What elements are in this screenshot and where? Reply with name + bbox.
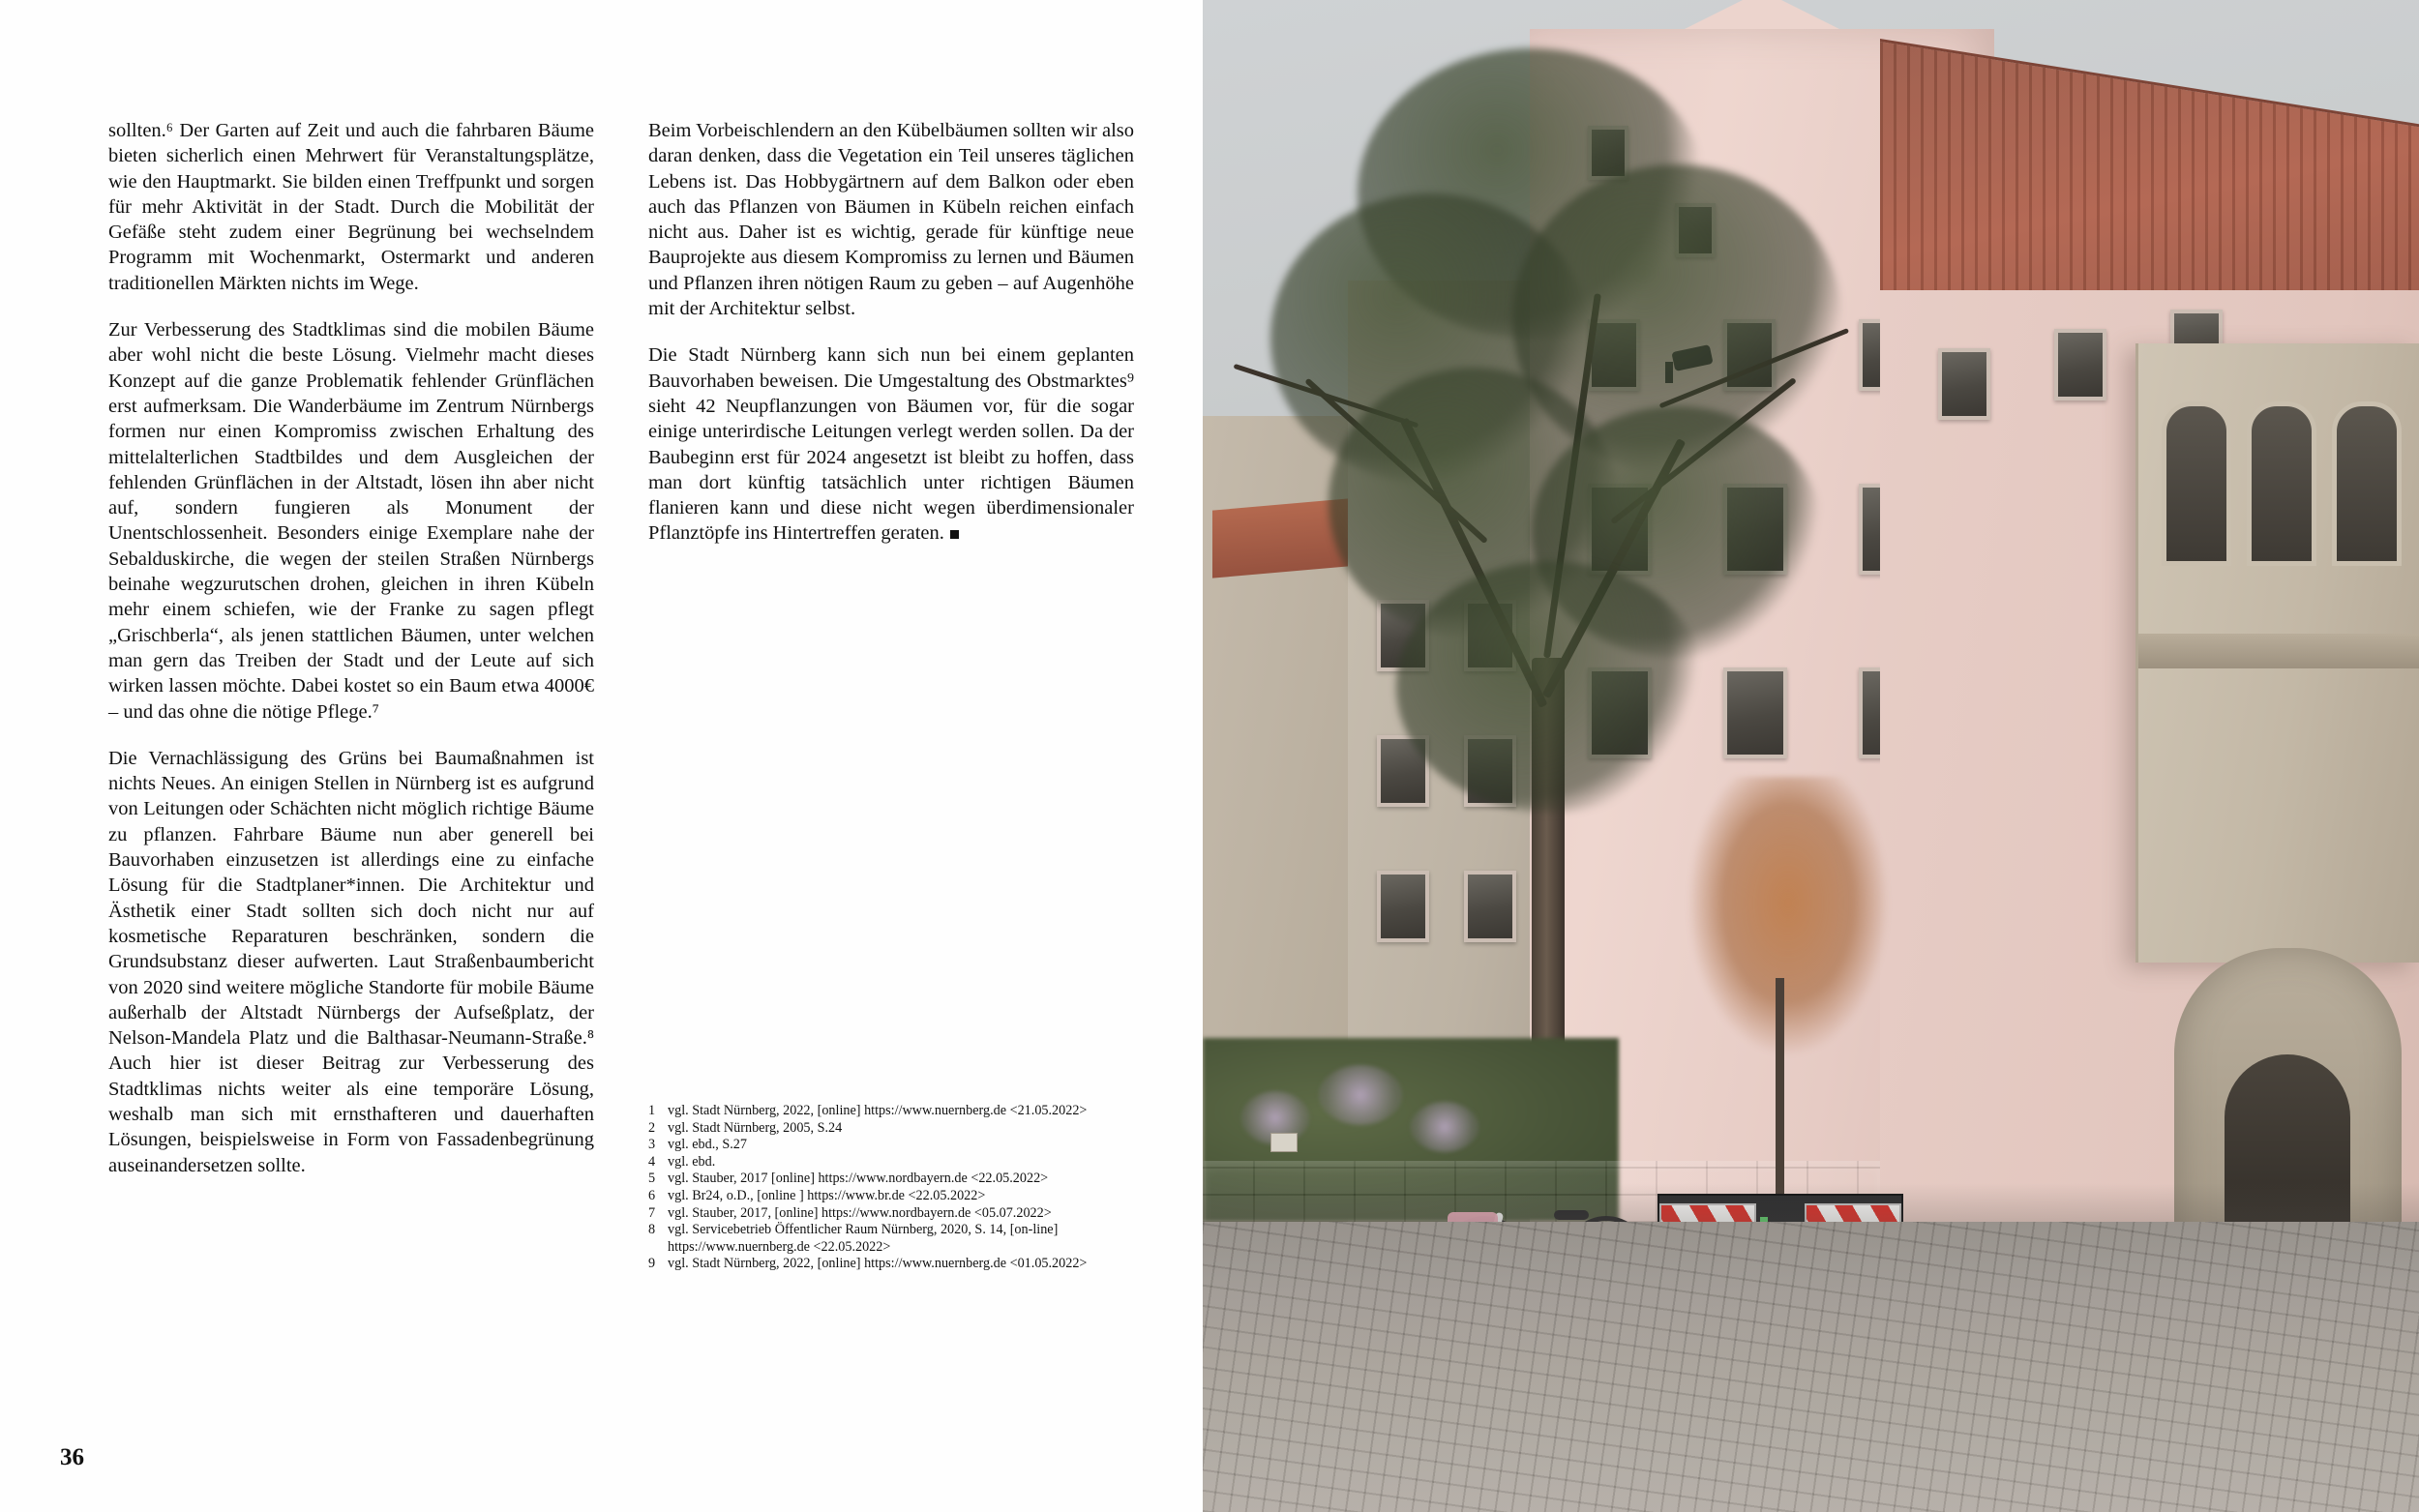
footnote-number: 6 bbox=[648, 1187, 656, 1203]
lamp-arm bbox=[1665, 362, 1673, 383]
footnote-text: vgl. ebd., S.27 bbox=[668, 1137, 747, 1153]
window bbox=[1464, 600, 1516, 671]
paragraph: Beim Vorbeischlendern an den Kübelbäumen sollten wir also daran denken, dass die Vegetation ein Teil unseres täglichen Lebens ist. Das Hobbygärtnern auf dem Balkon oder eben auch das Pflanzen von Bäumen in Kübeln reichen einfach nicht aus. Daher ist es wichtig, gerade für künftige neue Bauprojekte aus diesem Kompromiss zu lernen und Bäumen und Pflanzen ihren nötigen Raum zu geben – auf Augenhöhe mit der Architektur selbst. bbox=[648, 120, 1134, 320]
footnote-number: 2 bbox=[648, 1119, 656, 1136]
oriel-window-pane bbox=[2162, 401, 2231, 566]
footnote-text: vgl. Br24, o.D., [online ] https://www.br.de <22.05.2022> bbox=[668, 1187, 986, 1203]
footnote-item bbox=[648, 1154, 1132, 1171]
footnote-number: 8 bbox=[648, 1222, 656, 1238]
footnote-number: 9 bbox=[648, 1256, 656, 1272]
paragraph-text: Die Stadt Nürnberg kann sich nun bei einem geplanten Bauvorhaben beweisen. Die Umgestaltung des Obstmarktes⁹ sieht 42 Neupflanzungen von Bäumen vor, für die sogar einige unterirdische Leitungen verlegt werden sollen. Da der Baubeginn erst für 2024 angesetzt ist bleibt zu hoffen, dass man dort künftig tatsächlich unter richtigen Bäumen flanieren kann und diese nicht wegen überdimensionaler Pflanztöpfe ins Hintertreffen geraten. bbox=[648, 344, 1134, 545]
window bbox=[1723, 667, 1787, 758]
window bbox=[1464, 735, 1516, 807]
footnote-number: 7 bbox=[648, 1204, 656, 1221]
window bbox=[2054, 329, 2106, 400]
paragraph: Zur Verbesserung des Stadtklimas sind die mobilen Bäume aber wohl nicht die beste Lösung. Vielmehr macht dieses Konzept auf die ganze Problematik fehlender Grünflächen erst aufmerksam. Die Wanderbäume im Zentrum Nürnbergs formen nur einen Kompromiss zwischen Erhaltung des mittelalterlichen Stadtbildes und dem Ausgleichen der fehlenden Grünflächen in der Altstadt, lösen ihn aber nicht auf, sondern fungieren als Monument der Unentschlossenheit. Besonders einige Exemplare nahe der Sebalduskirche, die wegen der steilen Straßen Nürnbergs beinahe wegzurutschen drohen, gleichen in ihren Kübeln mehr einem schiefen, wie der Franke zu sagen pflegt „Grischberla“, als jenen stattlichen Bäumen, unter welchen man gern das Treiben der Stadt und der Leute auf sich wirken lassen möchte. Dabei kostet so ein Baum etwa 4000€ – und das ohne die nötige Pflege.⁷ bbox=[108, 319, 594, 723]
window bbox=[1588, 126, 1628, 180]
footnote-item bbox=[648, 1171, 1132, 1188]
blossom-cluster bbox=[1411, 1102, 1478, 1152]
window bbox=[1464, 871, 1516, 942]
footnote-item bbox=[648, 1137, 1132, 1154]
footnote-item bbox=[648, 1103, 1132, 1120]
window bbox=[1377, 735, 1429, 807]
gothic-oriel-window bbox=[2135, 343, 2419, 963]
footnote-text: vgl. Stadt Nürnberg, 2022, [online] https://www.nuernberg.de <21.05.2022> bbox=[668, 1103, 1088, 1118]
window bbox=[1588, 667, 1652, 758]
potted-tree-canopy bbox=[1687, 777, 1890, 1057]
potted-tree-trunk bbox=[1776, 978, 1784, 1201]
blossom-cluster bbox=[1319, 1065, 1402, 1125]
oriel-window-pane bbox=[2247, 401, 2316, 566]
window bbox=[1377, 871, 1429, 942]
footnote-item bbox=[648, 1188, 1132, 1205]
window bbox=[1723, 319, 1776, 391]
paragraph-with-endmark bbox=[648, 342, 1134, 546]
window bbox=[1675, 203, 1716, 257]
footnotes-list bbox=[648, 1103, 1132, 1273]
footnote-item bbox=[648, 1120, 1132, 1138]
oriel-window-pane bbox=[2332, 401, 2402, 566]
footnote-text: vgl. Stadt Nürnberg, 2005, S.24 bbox=[668, 1119, 843, 1136]
photo-page bbox=[1203, 0, 2419, 1512]
footnote-text: vgl. ebd. bbox=[668, 1153, 716, 1170]
window bbox=[1377, 600, 1429, 671]
footnote-number: 5 bbox=[648, 1171, 656, 1187]
column-right bbox=[648, 118, 1134, 1200]
footnote-item bbox=[648, 1222, 1132, 1256]
window bbox=[1938, 348, 1990, 420]
window bbox=[1723, 484, 1787, 575]
end-of-article-mark bbox=[950, 530, 959, 539]
column-left bbox=[108, 118, 594, 1200]
paragraph: Die Vernachlässigung des Grüns bei Baumaßnahmen ist nichts Neues. An einigen Stellen in Nürnberg ist es aufgrund von Leitungen oder Schächten nicht möglich richtige Bäume zu pflanzen. Fahrbare Bäume nun aber generell bei Bauvorhaben einzusetzen ist allerdings eine zu einfache Lösung für die Stadtplaner*innen. Die Architektur und Ästhetik einer Stadt sollten sich doch nicht nur auf kosmetische Reparaturen beschränken, sondern die Grundsubstanz dieser aufwerten. Laut Straßenbaumbericht von 2020 sind weitere mögliche Standorte für mobile Bäume außerhalb der Altstadt Nürnbergs der Aufseßplatz, der Nelson-Mandela Platz und die Balthasar-Neumann-Straße.⁸ Auch hier ist dieser Beitrag zur Verbesserung des Stadtklimas nichts weiter als eine temporäre Lösung, weshalb man sich mit ernsthafteren und dauerhaften Lösungen, beispielsweise in Form von Fassadenbegrünung auseinandersetzen sollte. bbox=[108, 747, 594, 1176]
footnote-text: vgl. Servicebetrieb Öffentlicher Raum Nürnberg, 2020, S. 14, [on-line] https://www.nuernberg.de <22.05.2022> bbox=[668, 1222, 1059, 1255]
footnote-number: 3 bbox=[648, 1137, 656, 1153]
footnote-text: vgl. Stauber, 2017, [online] https://www.nordbayern.de <05.07.2022> bbox=[668, 1204, 1052, 1221]
footnote-text: vgl. Stauber, 2017 [online] https://www.nordbayern.de <22.05.2022> bbox=[668, 1171, 1049, 1187]
text-page bbox=[0, 0, 1203, 1512]
footnote-item bbox=[648, 1205, 1132, 1223]
cobblestone-street bbox=[1203, 1222, 2419, 1512]
page-number: 36 bbox=[60, 1444, 84, 1470]
oriel-cornice bbox=[2138, 634, 2419, 668]
paragraph: sollten.⁶ Der Garten auf Zeit und auch die fahrbaren Bäume bieten sicherlich einen Mehrwert für Veranstaltungsplätze, wie den Hauptmarkt. Sie bilden einen Treffpunkt und sorgen für mehr Aktivität in der Stadt. Durch die Mobilität der Gefäße steht zudem einer Begrünung bei wechselndem Programm mit Wochenmarkt, Ostermarkt und anderen traditionellen Märkten nichts im Wege. bbox=[108, 120, 594, 294]
window bbox=[1588, 319, 1640, 391]
footnote-text: vgl. Stadt Nürnberg, 2022, [online] https://www.nuernberg.de <01.05.2022> bbox=[668, 1256, 1088, 1272]
window bbox=[1588, 484, 1652, 575]
footnote-number: 4 bbox=[648, 1153, 656, 1170]
footnote-number: 1 bbox=[648, 1103, 656, 1118]
body-columns bbox=[108, 118, 1134, 1200]
wall-sign bbox=[1270, 1133, 1298, 1152]
footnote-item bbox=[648, 1256, 1132, 1273]
